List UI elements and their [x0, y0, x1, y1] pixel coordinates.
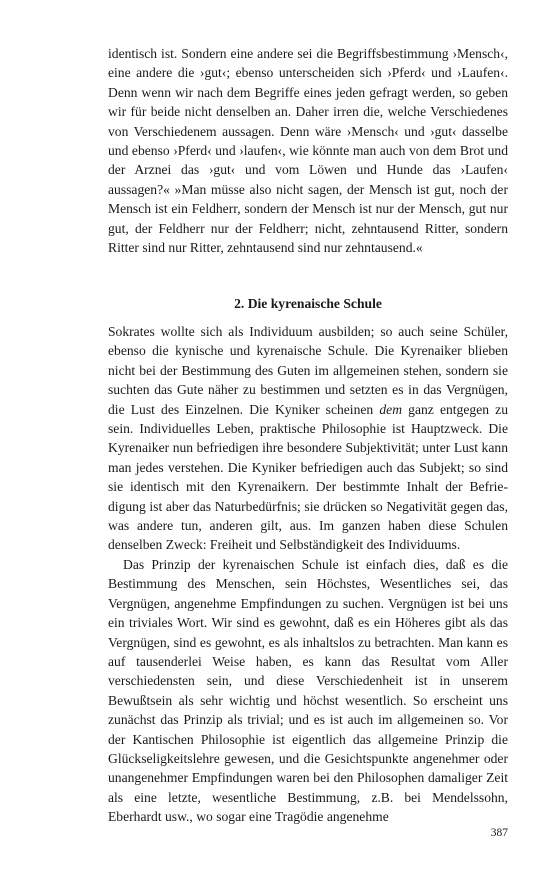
- page-number: 387: [490, 827, 508, 839]
- paragraph-sokrates: [108, 322, 508, 555]
- quotation-text: identisch ist. Sondern eine andere sei die Begriffsbestimmung ›Mensch‹, eine andere die ›gut‹; ebenso unterscheiden sich ›Pferd‹ und ›Laufen‹. Denn wenn wir nach dem Begriffe eines jeden gefragt werden, so geben wir für beide nicht denselben an. Daher irren die, welche Verschiedenes von Verschiedenem aussagen. Denn wäre ›Mensch‹ und ›gut‹ dasselbe und ebenso ›Pferd‹ und ›laufen‹, wie könnte man auch von dem Brot und der Arznei das ›gut‹ und vom Löwen und Hunde das ›Laufen‹ aussagen?« »Man müsse also nicht sagen, der Mensch ist gut, noch der Mensch ist ein Feldherr, sondern der Mensch ist nur der Mensch, gut nur gut, der Feldherr nur der Feldherr; nicht, zehntausend Ritter, sondern Ritter sind nur Ritter, zehntausend sind nur zehntausend.«: [108, 46, 508, 256]
- paragraph-principle: Das Prinzip der kyrenaischen Schule ist einfach dies, daß es die Bestimmung des Menschen, sein Höchstes, Wesentliches sei, das Vergnügen, angenehme Empfindungen zu suchen. Vergnügen ist bei uns ein triviales Wort. Wir sind es gewohnt, daß es ein Höheres gibt als das Vergnügen, sind es gewohnt, es als inhaltslos zu betrachten. Man kann es auf tausenderlei Weise haben, es kann das Resultat vom Aller verschiedensten sein, und diese Verschiedenheit ist in unserem Bewußtsein als sehr wichtig und höchst wesentlich. So erscheint uns zunächst das Prinzip als trivial; und es ist auch im allgemeinen so. Vor der Kantischen Philosophie ist eigentlich das allgemeine Prinzip die Glückseligkeitslehre gewesen, und die Gesichtspunkte angenehmer oder unangenehmer Empfindungen waren bei den Philosophen damaliger Zeit als eine letzte, wesentliche Bestimmung, z.B. bei Mendelssohn, Eberhardt usw., wo sogar eine Tragödie angenehme: [108, 556, 508, 825]
- section-body: [108, 322, 508, 827]
- emphasized-word: dem: [379, 401, 403, 417]
- paragraph-sokrates-part-2: ganz entgegen zu sein. Individuelles Leben, praktische Philosophie ist Hauptzweck. Die Kyrenaiker nun befriedigen ihre besondere Subjektivität; unter Lust kann man jedes verstehen. Die Kyniker befriedigen auch das Subjekt; so sind sie identisch mit den Kyrenaikern. Der bestimmte Inhalt der Befriedigung ist aber das Naturbedürfnis; sie drücken so Negativität gegen das, was andere tun, anderen gilt, aus. Im ganzen haben diese Schulen denselben Zweck: Freiheit und Selbständigkeit des Individuums.: [108, 401, 508, 553]
- section-heading: 2. Die kyrenaische Schule: [234, 296, 382, 311]
- paragraph-sokrates-part-1: Sokrates wollte sich als Individuum ausbilden; so auch seine Schüler, ebenso die kynische und kyrenaische Schule. Die Kyrenaiker blieben nicht bei der Bestimmung des Guten im allgemeinen stehen, sondern sie suchten das Gute näher zu bestimmen und setzten es in das Vergnügen, die Lust des Einzelnen. Die Kyniker scheinen: [108, 324, 508, 417]
- continued-quotation-paragraph: [108, 44, 508, 257]
